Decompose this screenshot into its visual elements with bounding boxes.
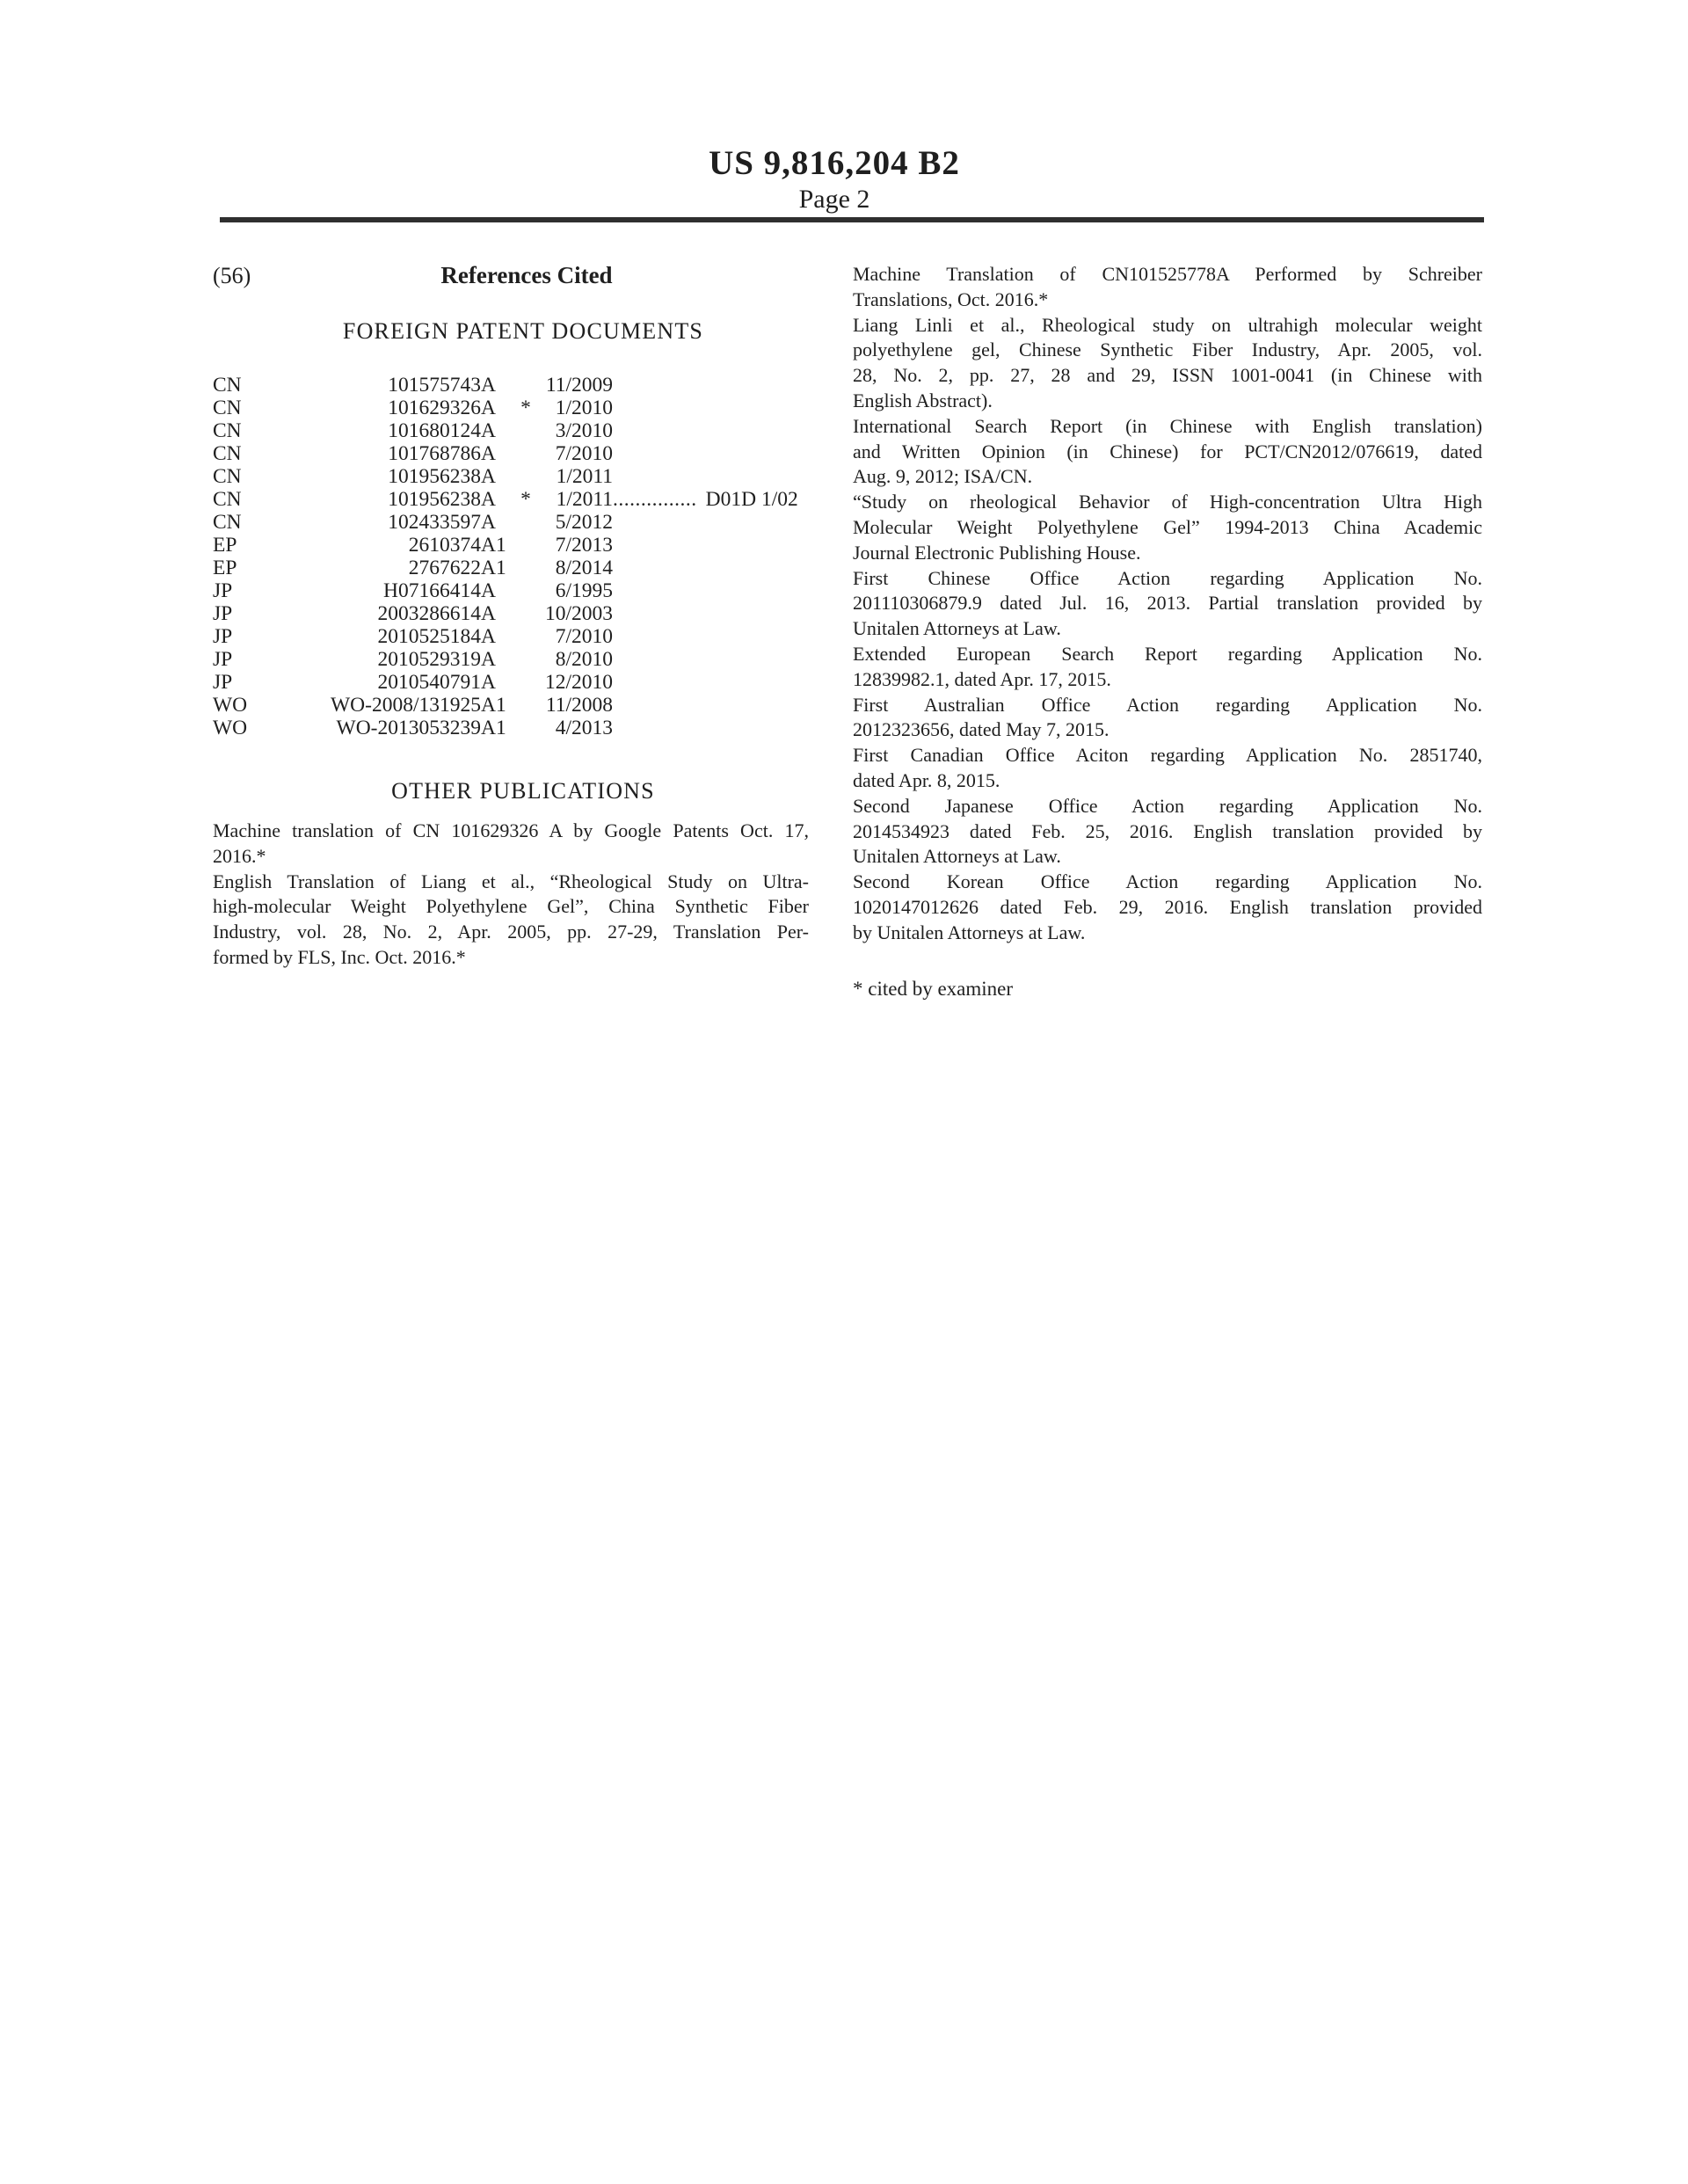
examiner-cited-star-cell — [513, 694, 539, 717]
kind-code-cell: A — [481, 419, 496, 442]
publication-line: 201110306879.9 dated Jul. 16, 2013. Partial translation provided by — [853, 592, 1482, 615]
kind-code-cell: A — [481, 602, 496, 625]
examiner-cited-star-cell — [513, 717, 539, 739]
publication-line: polyethylene gel, Chinese Synthetic Fiber Industry, Apr. 2005, vol. — [853, 339, 1482, 361]
country-code-cell: JP — [213, 579, 233, 602]
cited-by-examiner-note: * cited by examiner — [853, 977, 1014, 1000]
publication-line: 12839982.1, dated Apr. 17, 2015. — [853, 667, 1111, 690]
publication-date-cell: 3/2010 — [555, 419, 613, 442]
foreign-patent-row — [213, 488, 809, 511]
classification-cell — [613, 602, 809, 625]
publication-line: 1020147012626 dated Feb. 29, 2016. English translation provided — [853, 895, 1482, 918]
examiner-cited-star-cell — [513, 625, 539, 648]
kind-code-cell: A1 — [481, 717, 506, 739]
foreign-patent-row — [213, 625, 809, 648]
publication-line: 2012323656, dated May 7, 2015. — [853, 718, 1110, 741]
foreign-patent-row — [213, 419, 809, 442]
kind-code-cell: A — [481, 374, 496, 397]
country-code-cell: WO — [213, 717, 248, 739]
country-code-cell: CN — [213, 419, 242, 442]
foreign-patent-row — [213, 648, 809, 671]
right-column — [853, 262, 1482, 1001]
classification-cell — [613, 671, 809, 694]
patent-number-title: US 9,816,204 B2 — [709, 144, 960, 182]
country-code-cell: JP — [213, 648, 233, 671]
examiner-cited-star-cell — [513, 671, 539, 694]
publication-date-cell: 11/2008 — [545, 694, 613, 717]
classification-cell — [613, 511, 809, 534]
foreign-patents-table-body — [213, 374, 809, 739]
kind-code-cell: A1 — [481, 557, 506, 579]
document-number-cell: WO-2013053239 — [336, 717, 481, 739]
classification-cell — [613, 488, 809, 511]
classification-cell — [613, 557, 809, 579]
publication-line: First Australian Office Action regarding Application No. — [853, 693, 1482, 716]
kind-code-cell: A — [481, 442, 496, 465]
publication-line: First Canadian Office Aciton regarding Application No. 2851740, — [853, 744, 1482, 767]
publication-line: Unitalen Attorneys at Law. — [853, 845, 1061, 868]
publication-entry — [853, 693, 1482, 744]
publication-line: Extended European Search Report regarding Application No. — [853, 642, 1482, 665]
examiner-cited-star-cell: * — [520, 488, 531, 511]
classification-cell — [613, 442, 809, 465]
foreign-patent-row — [213, 374, 809, 397]
classification-cell — [613, 694, 809, 717]
page-label: Page 2 — [798, 185, 870, 214]
country-code-cell: CN — [213, 374, 242, 397]
publication-entry — [213, 870, 809, 971]
publication-line: Industry, vol. 28, No. 2, Apr. 2005, pp. 27-29, Translation Per- — [213, 921, 809, 943]
kind-code-cell: A1 — [481, 694, 506, 717]
publication-date-cell: 12/2010 — [544, 671, 613, 694]
publication-date-cell: 7/2010 — [555, 442, 613, 465]
publication-entry — [853, 743, 1482, 794]
publication-date-cell: 7/2010 — [555, 625, 613, 648]
publication-date-cell: 1/2010 — [555, 397, 613, 419]
kind-code-cell: A — [481, 465, 496, 488]
publication-entry — [853, 490, 1482, 565]
document-number-cell: 101629326 — [388, 397, 481, 419]
foreign-patent-documents-heading: FOREIGN PATENT DOCUMENTS — [342, 318, 704, 344]
examiner-cited-star-cell — [513, 534, 539, 557]
publication-line: 28, No. 2, pp. 27, 28 and 29, ISSN 1001-0041 (in Chinese with — [853, 364, 1482, 387]
examiner-cited-star-cell — [513, 374, 539, 397]
publication-line: by Unitalen Attorneys at Law. — [853, 921, 1086, 943]
examiner-cited-star-cell — [513, 579, 539, 602]
country-code-cell: CN — [213, 465, 242, 488]
publication-entry — [853, 642, 1482, 693]
publication-line: Journal Electronic Publishing House. — [853, 541, 1141, 564]
header-rule — [220, 217, 1484, 222]
examiner-cited-star-cell — [513, 465, 539, 488]
references-cited-header-row — [213, 262, 809, 288]
publication-line: Second Korean Office Action regarding Application No. — [853, 870, 1482, 893]
publication-entry — [853, 414, 1482, 490]
foreign-patent-row — [213, 694, 809, 717]
country-code-cell: JP — [213, 602, 233, 625]
kind-code-cell: A — [481, 579, 496, 602]
publication-date-cell: 5/2012 — [555, 511, 613, 534]
kind-code-cell: A — [481, 671, 496, 694]
examiner-cited-star-cell — [513, 648, 539, 671]
kind-code-cell: A — [481, 488, 496, 511]
document-number-cell: 102433597 — [388, 511, 481, 534]
publication-line: Second Japanese Office Action regarding Application No. — [853, 794, 1482, 817]
country-code-cell: CN — [213, 442, 242, 465]
country-code-cell: EP — [213, 534, 237, 557]
document-number-cell: WO-2008/131925 — [330, 694, 481, 717]
classification-cell — [613, 419, 809, 442]
country-code-cell: EP — [213, 557, 237, 579]
publication-date-cell: 1/2011 — [556, 488, 613, 511]
classification-cell — [613, 465, 809, 488]
document-number-cell: 101680124 — [388, 419, 481, 442]
kind-code-cell: A — [481, 511, 496, 534]
document-number-cell: 2010529319 — [377, 648, 481, 671]
classification-code: D01D 1/02 — [705, 488, 798, 511]
publication-line: dated Apr. 8, 2015. — [853, 768, 1000, 791]
document-number-cell: 2003286614 — [377, 602, 481, 625]
foreign-patent-row — [213, 579, 809, 602]
document-number-cell: 2767622 — [408, 557, 481, 579]
publication-entry — [853, 870, 1482, 945]
examiner-cited-star-cell — [513, 419, 539, 442]
publication-line: 2016.* — [213, 844, 266, 867]
classification-cell — [613, 717, 809, 739]
other-publications-list — [213, 819, 809, 971]
examiner-cited-star-cell — [513, 442, 539, 465]
publication-line: Aug. 9, 2012; ISA/CN. — [853, 465, 1033, 488]
publication-date-cell: 6/1995 — [555, 579, 613, 602]
foreign-patents-table — [213, 374, 809, 739]
country-code-cell: CN — [213, 511, 242, 534]
classification-cell — [613, 625, 809, 648]
document-number-cell: 2610374 — [408, 534, 481, 557]
foreign-patent-row — [213, 557, 809, 579]
publication-date-cell: 1/2011 — [556, 465, 613, 488]
classification-cell — [613, 534, 809, 557]
publication-entry — [853, 794, 1482, 870]
publication-line: International Search Report (in Chinese with English translation) — [853, 414, 1482, 437]
examiner-cited-star-cell: * — [520, 397, 531, 419]
classification-cell — [613, 374, 809, 397]
publication-entry — [213, 819, 809, 870]
publication-line: high-molecular Weight Polyethylene Gel”, China Synthetic Fiber — [213, 895, 809, 918]
publication-line: English Abstract). — [853, 389, 993, 411]
examiner-cited-star-cell — [513, 511, 539, 534]
publication-date-cell: 10/2003 — [544, 602, 613, 625]
document-number-cell: 101768786 — [388, 442, 481, 465]
publication-date-cell: 4/2013 — [555, 717, 613, 739]
document-number-cell: 101956238 — [388, 488, 481, 511]
publication-line: and Written Opinion (in Chinese) for PCT/CN2012/076619, dated — [853, 440, 1482, 462]
kind-code-cell: A — [481, 397, 496, 419]
classification-cell — [613, 397, 809, 419]
section-number: (56) — [213, 263, 251, 288]
foreign-patent-row — [213, 442, 809, 465]
references-cited-heading: References Cited — [440, 262, 613, 288]
left-column — [213, 262, 809, 971]
document-number-cell: 2010525184 — [377, 625, 481, 648]
dot-leaders: ............... — [613, 488, 697, 511]
publication-entry — [853, 262, 1482, 313]
foreign-patent-row — [213, 511, 809, 534]
examiner-cited-star-cell — [513, 602, 539, 625]
classification-cell — [613, 579, 809, 602]
document-number-cell: H07166414 — [383, 579, 481, 602]
foreign-patent-row — [213, 397, 809, 419]
kind-code-cell: A1 — [481, 534, 506, 557]
publication-line: “Study on rheological Behavior of High-concentration Ultra High — [853, 491, 1482, 513]
classification-cell — [613, 648, 809, 671]
publication-line: Liang Linli et al., Rheological study on ultrahigh molecular weight — [853, 313, 1482, 336]
foreign-patent-row — [213, 465, 809, 488]
foreign-patent-row — [213, 534, 809, 557]
document-number-cell: 101956238 — [388, 465, 481, 488]
kind-code-cell: A — [481, 648, 496, 671]
publications-list-continued — [853, 262, 1482, 946]
examiner-cited-star-cell — [513, 557, 539, 579]
publication-line: formed by FLS, Inc. Oct. 2016.* — [213, 945, 466, 968]
publication-line: English Translation of Liang et al., “Rheological Study on Ultra- — [213, 870, 809, 892]
publication-entry — [853, 566, 1482, 642]
publication-line: First Chinese Office Action regarding Application No. — [853, 566, 1482, 589]
country-code-cell: JP — [213, 625, 233, 648]
publication-line: Translations, Oct. 2016.* — [853, 288, 1049, 310]
publication-line: Unitalen Attorneys at Law. — [853, 617, 1061, 640]
document-number-cell: 101575743 — [388, 374, 481, 397]
country-code-cell: CN — [213, 488, 242, 511]
foreign-patent-row — [213, 602, 809, 625]
publication-line: Machine translation of CN 101629326 A by Google Patents Oct. 17, — [213, 819, 809, 841]
kind-code-cell: A — [481, 625, 496, 648]
other-publications-heading: OTHER PUBLICATIONS — [391, 778, 655, 804]
publication-entry — [853, 313, 1482, 414]
publication-line: 2014534923 dated Feb. 25, 2016. English translation provided by — [853, 819, 1482, 842]
publication-line: Molecular Weight Polyethylene Gel” 1994-2013 China Academic — [853, 515, 1482, 538]
publication-date-cell: 8/2014 — [555, 557, 613, 579]
foreign-patent-row — [213, 671, 809, 694]
publication-line: Machine Translation of CN101525778A Performed by Schreiber — [853, 263, 1482, 285]
country-code-cell: CN — [213, 397, 242, 419]
country-code-cell: JP — [213, 671, 233, 694]
publication-date-cell: 11/2009 — [545, 374, 613, 397]
publication-date-cell: 7/2013 — [555, 534, 613, 557]
document-number-cell: 2010540791 — [377, 671, 481, 694]
foreign-patent-row — [213, 717, 809, 739]
country-code-cell: WO — [213, 694, 248, 717]
publication-date-cell: 8/2010 — [555, 648, 613, 671]
